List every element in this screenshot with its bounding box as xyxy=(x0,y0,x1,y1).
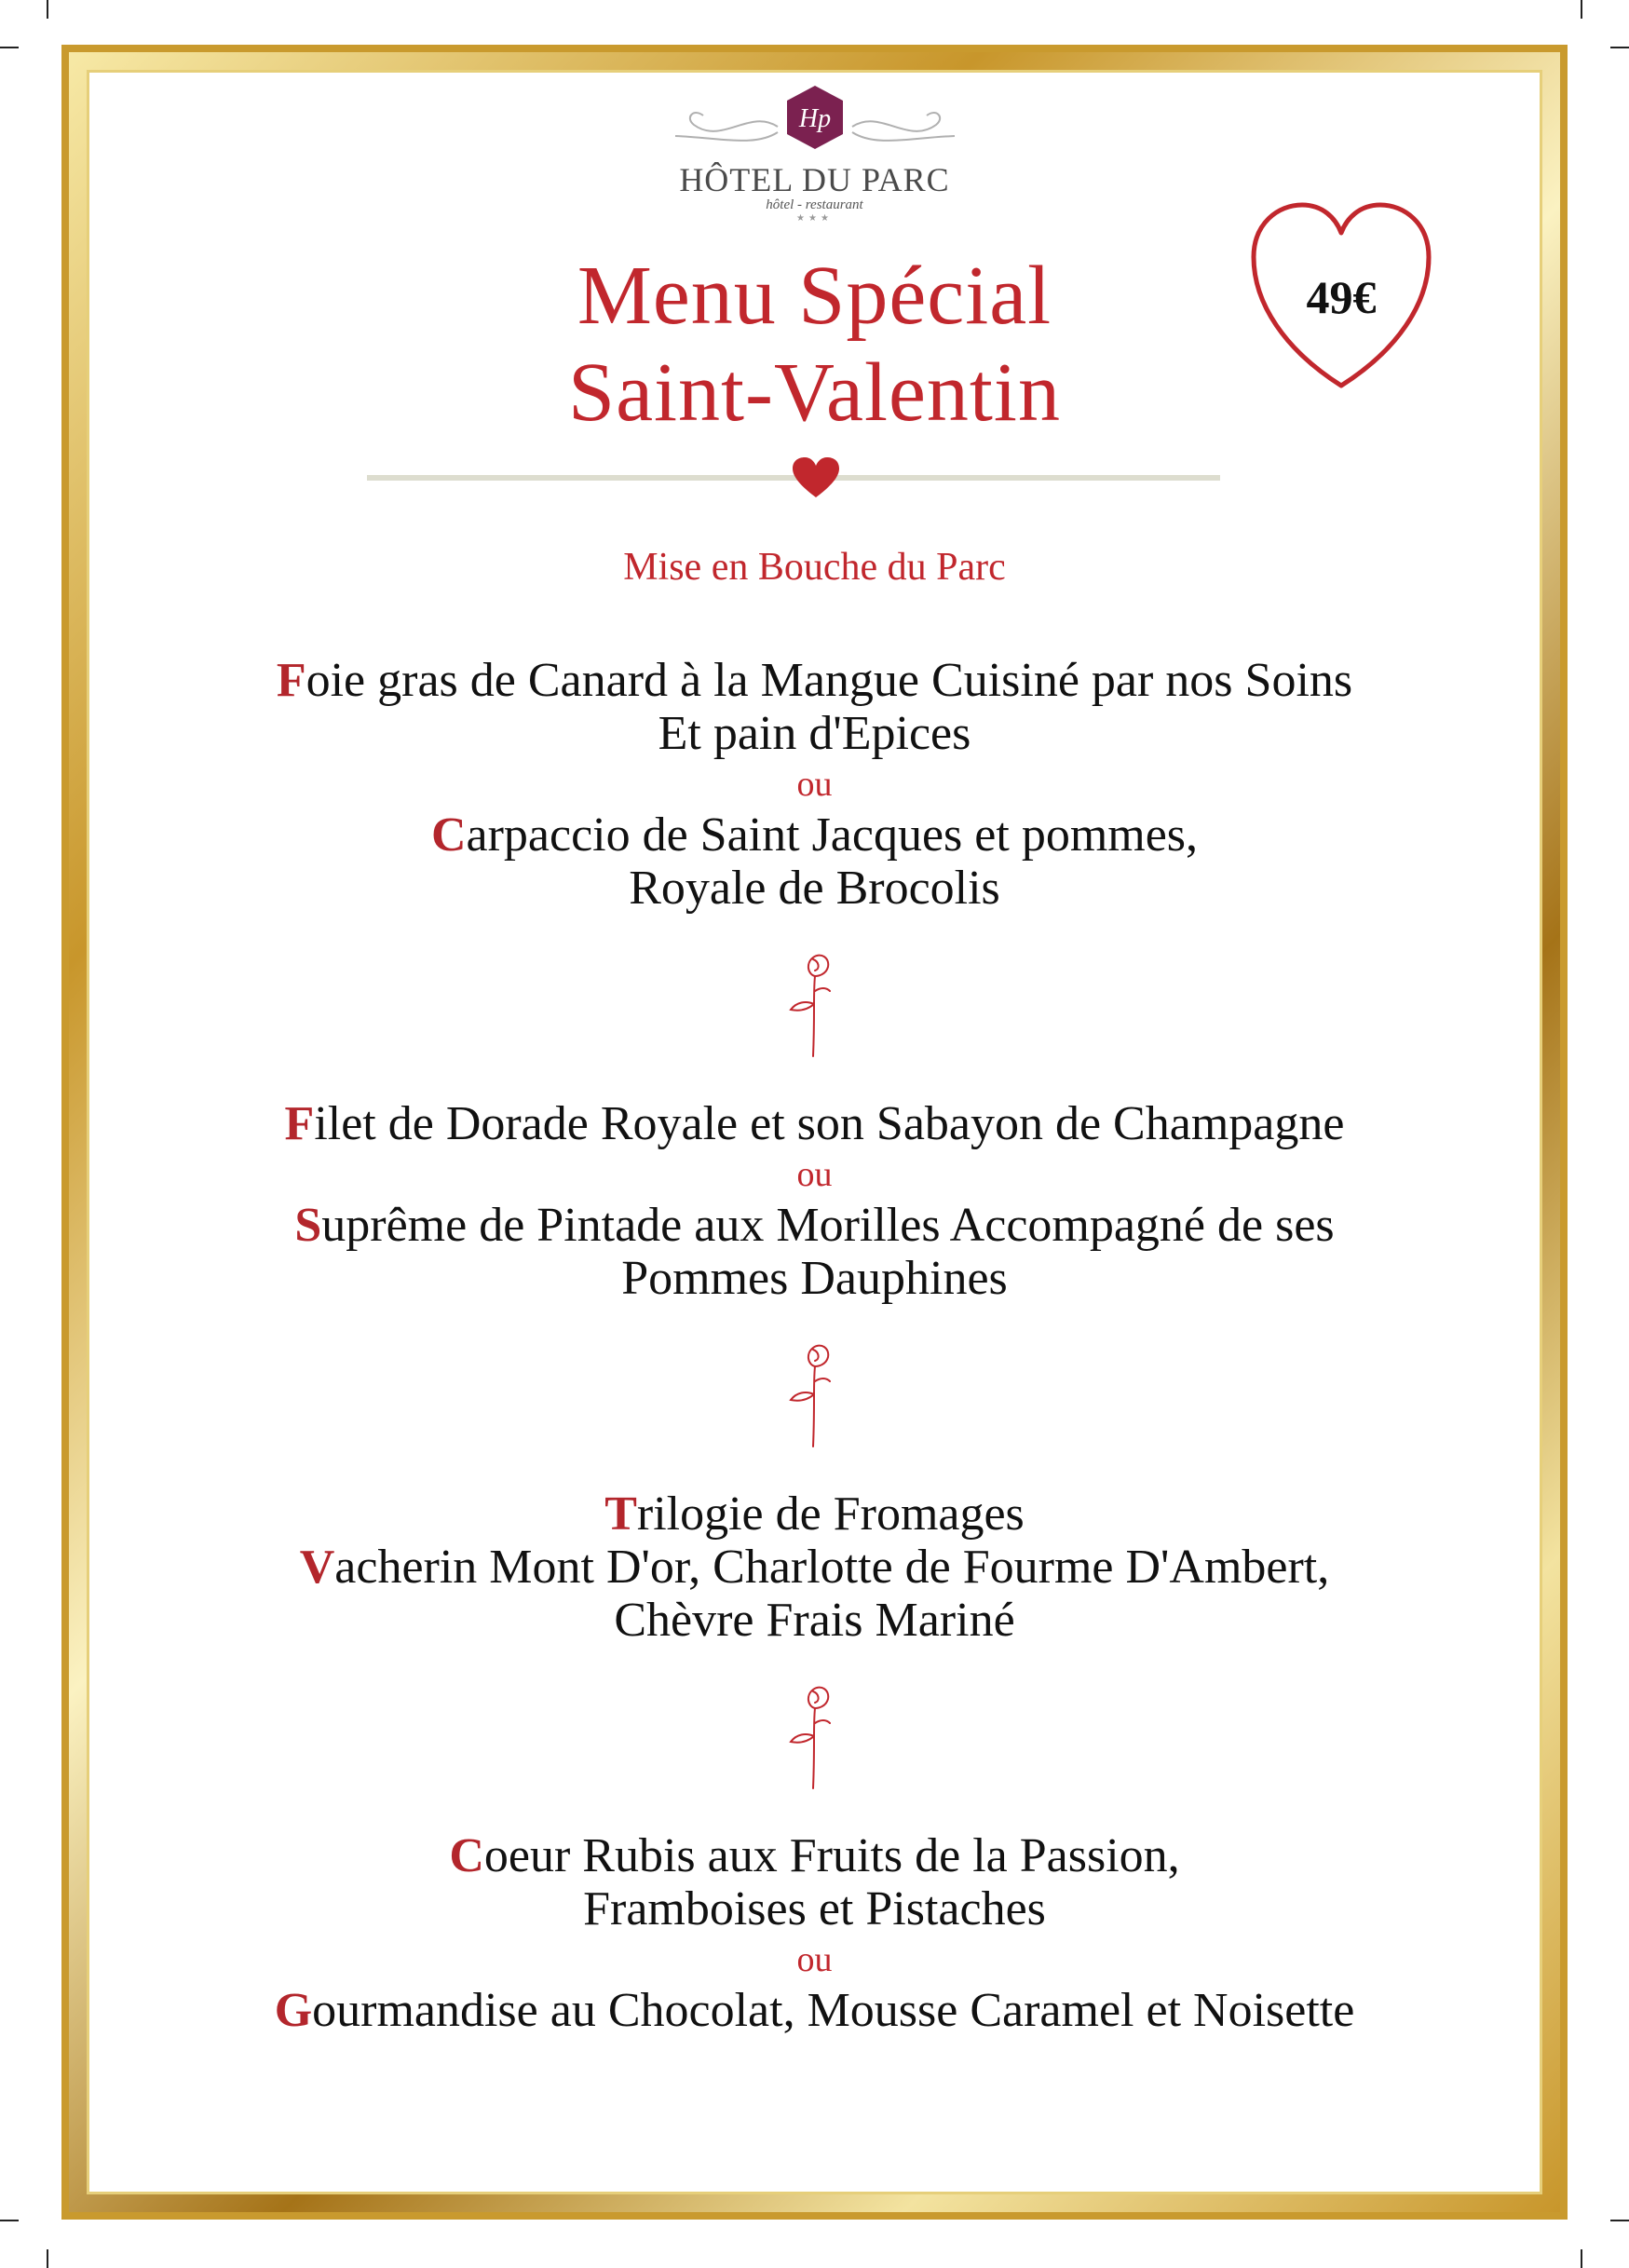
logo-monogram: Hp xyxy=(798,104,831,133)
dish-text: ilet de Dorade Royale et son Sabayon de Champagne xyxy=(314,1097,1345,1150)
dish-initial: G xyxy=(274,1984,313,2037)
crop-mark xyxy=(47,0,48,19)
crop-mark xyxy=(1581,2249,1582,2268)
dish-line xyxy=(0,654,1629,707)
crop-mark xyxy=(1610,2220,1629,2221)
course-main xyxy=(0,1097,1629,1305)
dish-text: uprême de Pintade aux Morilles Accompagné de ses xyxy=(321,1199,1335,1252)
crop-mark xyxy=(1581,0,1582,19)
dish-line: Royale de Brocolis xyxy=(629,862,1000,915)
amuse-bouche: Mise en Bouche du Parc xyxy=(623,546,1006,589)
dish-line: Pommes Dauphines xyxy=(621,1252,1008,1305)
logo-emblem-icon xyxy=(666,80,964,158)
crop-mark xyxy=(0,2220,19,2221)
title-line-1: Menu Spécial xyxy=(577,250,1052,342)
course-dessert xyxy=(0,1829,1629,2037)
dish-text: oie gras de Canard à la Mangue Cuisiné par nos Soins xyxy=(305,654,1353,707)
or-separator: ou xyxy=(796,765,833,804)
dish-line xyxy=(0,1199,1629,1252)
crop-mark xyxy=(47,2249,48,2268)
dish-initial: C xyxy=(430,808,467,862)
dish-line xyxy=(0,1984,1629,2037)
dish-line xyxy=(0,808,1629,862)
dish-line xyxy=(0,1541,1629,1594)
page-title xyxy=(0,248,1629,441)
dish-initial: S xyxy=(294,1199,322,1252)
crop-mark xyxy=(1610,47,1629,48)
menu-content xyxy=(0,544,1629,2037)
hotel-name: HÔTEL DU PARC xyxy=(679,161,950,198)
course-starter xyxy=(0,654,1629,915)
dish-line: Framboises et Pistaches xyxy=(583,1882,1046,1935)
dish-text: rilogie de Fromages xyxy=(636,1487,1025,1541)
hotel-subtitle: hôtel - restaurant xyxy=(766,197,863,212)
dish-text: oeur Rubis aux Fruits de la Passion, xyxy=(483,1829,1180,1882)
dish-line: Chèvre Frais Mariné xyxy=(614,1594,1015,1647)
course-cheese xyxy=(0,1487,1629,1647)
dish-initial: V xyxy=(299,1541,335,1594)
dish-line xyxy=(0,1097,1629,1150)
dish-line xyxy=(0,1487,1629,1541)
rose-icon xyxy=(787,1338,843,1450)
dish-line xyxy=(0,1829,1629,1882)
heart-icon xyxy=(792,456,840,499)
dish-text: arpaccio de Saint Jacques et pommes, xyxy=(466,808,1199,862)
or-separator: ou xyxy=(796,1155,833,1194)
or-separator: ou xyxy=(796,1940,833,1979)
rose-icon xyxy=(787,1680,843,1792)
dish-initial: C xyxy=(449,1829,484,1882)
dish-initial: F xyxy=(276,654,306,707)
rose-icon xyxy=(787,948,843,1060)
price-label: 49€ xyxy=(1306,271,1377,323)
dish-initial: T xyxy=(604,1487,637,1541)
dish-text: ourmandise au Chocolat, Mousse Caramel et Noisette xyxy=(312,1984,1355,2037)
dish-line: Et pain d'Epices xyxy=(658,707,971,760)
dish-text: acherin Mont D'or, Charlotte de Fourme D'Ambert, xyxy=(334,1541,1330,1594)
title-line-2: Saint-Valentin xyxy=(568,346,1061,439)
hotel-stars: ★★★ xyxy=(796,213,833,224)
crop-mark xyxy=(0,47,19,48)
dish-initial: F xyxy=(284,1097,315,1150)
